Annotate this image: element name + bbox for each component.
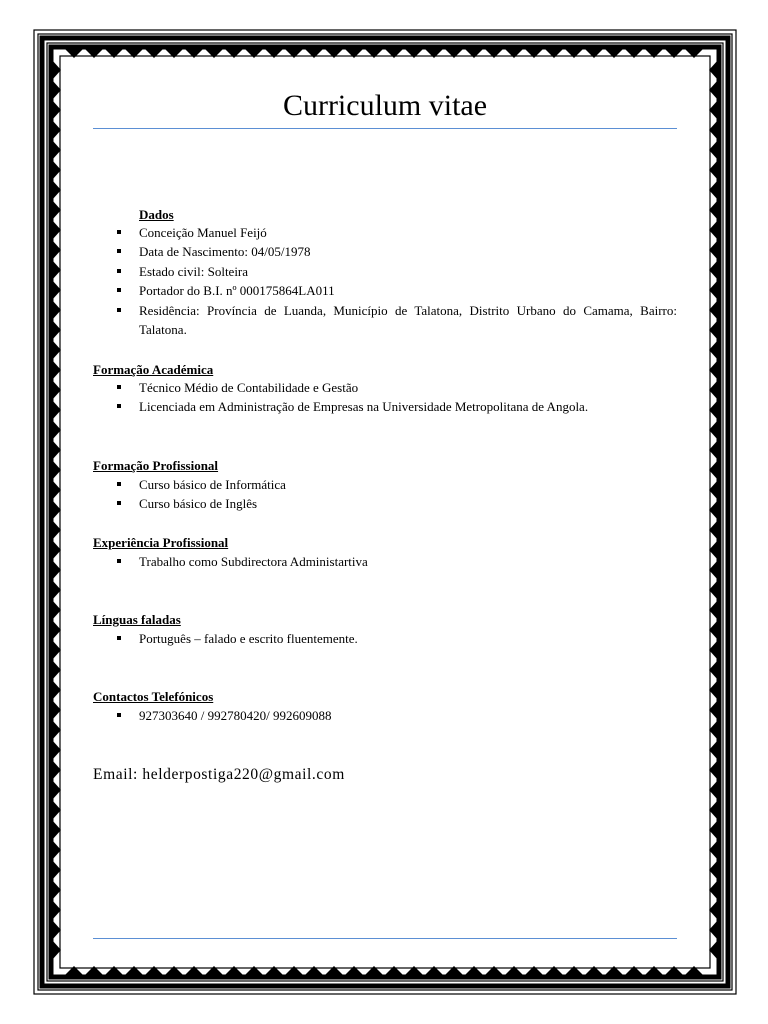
- list-item: Curso básico de Inglês: [93, 494, 677, 513]
- bullet-icon: [117, 404, 121, 408]
- list-item: Trabalho como Subdirectora Administartiva: [93, 552, 677, 571]
- bullet-icon: [117, 482, 121, 486]
- heading-experiencia: Experiência Profissional: [93, 535, 229, 550]
- list-contactos: [93, 706, 677, 725]
- list-formacao-profissional: [93, 475, 677, 514]
- bullet-icon: [117, 249, 121, 253]
- bullet-icon: [117, 636, 121, 640]
- footer-divider: [93, 938, 677, 939]
- list-item: Português – falado e escrito fluentemente.: [93, 629, 677, 648]
- heading-linguas: Línguas faladas: [93, 612, 181, 627]
- bullet-icon: [117, 559, 121, 563]
- list-item: Conceição Manuel Feijó: [93, 223, 677, 242]
- page-title: Curriculum vitae: [282, 89, 488, 122]
- bullet-icon: [117, 230, 121, 234]
- bullet-icon: [117, 501, 121, 505]
- heading-formacao-profissional: Formação Profissional: [93, 458, 219, 473]
- list-item: Data de Nascimento: 04/05/1978: [93, 242, 677, 261]
- heading-dados: Dados: [139, 207, 174, 222]
- cv-document: [93, 0, 677, 1024]
- list-item: Curso básico de Informática: [93, 475, 677, 494]
- list-dados: [93, 223, 677, 339]
- list-item: Licenciada em Administração de Empresas na Universidade Metropolitana de Angola.: [93, 397, 677, 416]
- list-item: Técnico Médio de Contabilidade e Gestão: [93, 378, 677, 397]
- list-formacao-academica: [93, 378, 677, 417]
- list-experiencia: [93, 552, 677, 571]
- email-contact: Email: helderpostiga220@gmail.com: [93, 766, 345, 783]
- bullet-icon: [117, 385, 121, 389]
- list-item: Residência: Província de Luanda, Município de Talatona, Distrito Urbano do Camama, Bairro: Talatona.: [93, 301, 677, 340]
- list-linguas: [93, 629, 677, 648]
- list-item: Estado civil: Solteira: [93, 262, 677, 281]
- heading-contactos: Contactos Telefónicos: [93, 689, 214, 704]
- bullet-icon: [117, 308, 121, 312]
- bullet-icon: [117, 269, 121, 273]
- list-item: Portador do B.I. nº 000175864LA011: [93, 281, 677, 300]
- bullet-icon: [117, 713, 121, 717]
- heading-formacao-academica: Formação Académica: [93, 362, 214, 377]
- list-item: 927303640 / 992780420/ 992609088: [93, 706, 677, 725]
- bullet-icon: [117, 288, 121, 292]
- title-divider: [93, 128, 677, 129]
